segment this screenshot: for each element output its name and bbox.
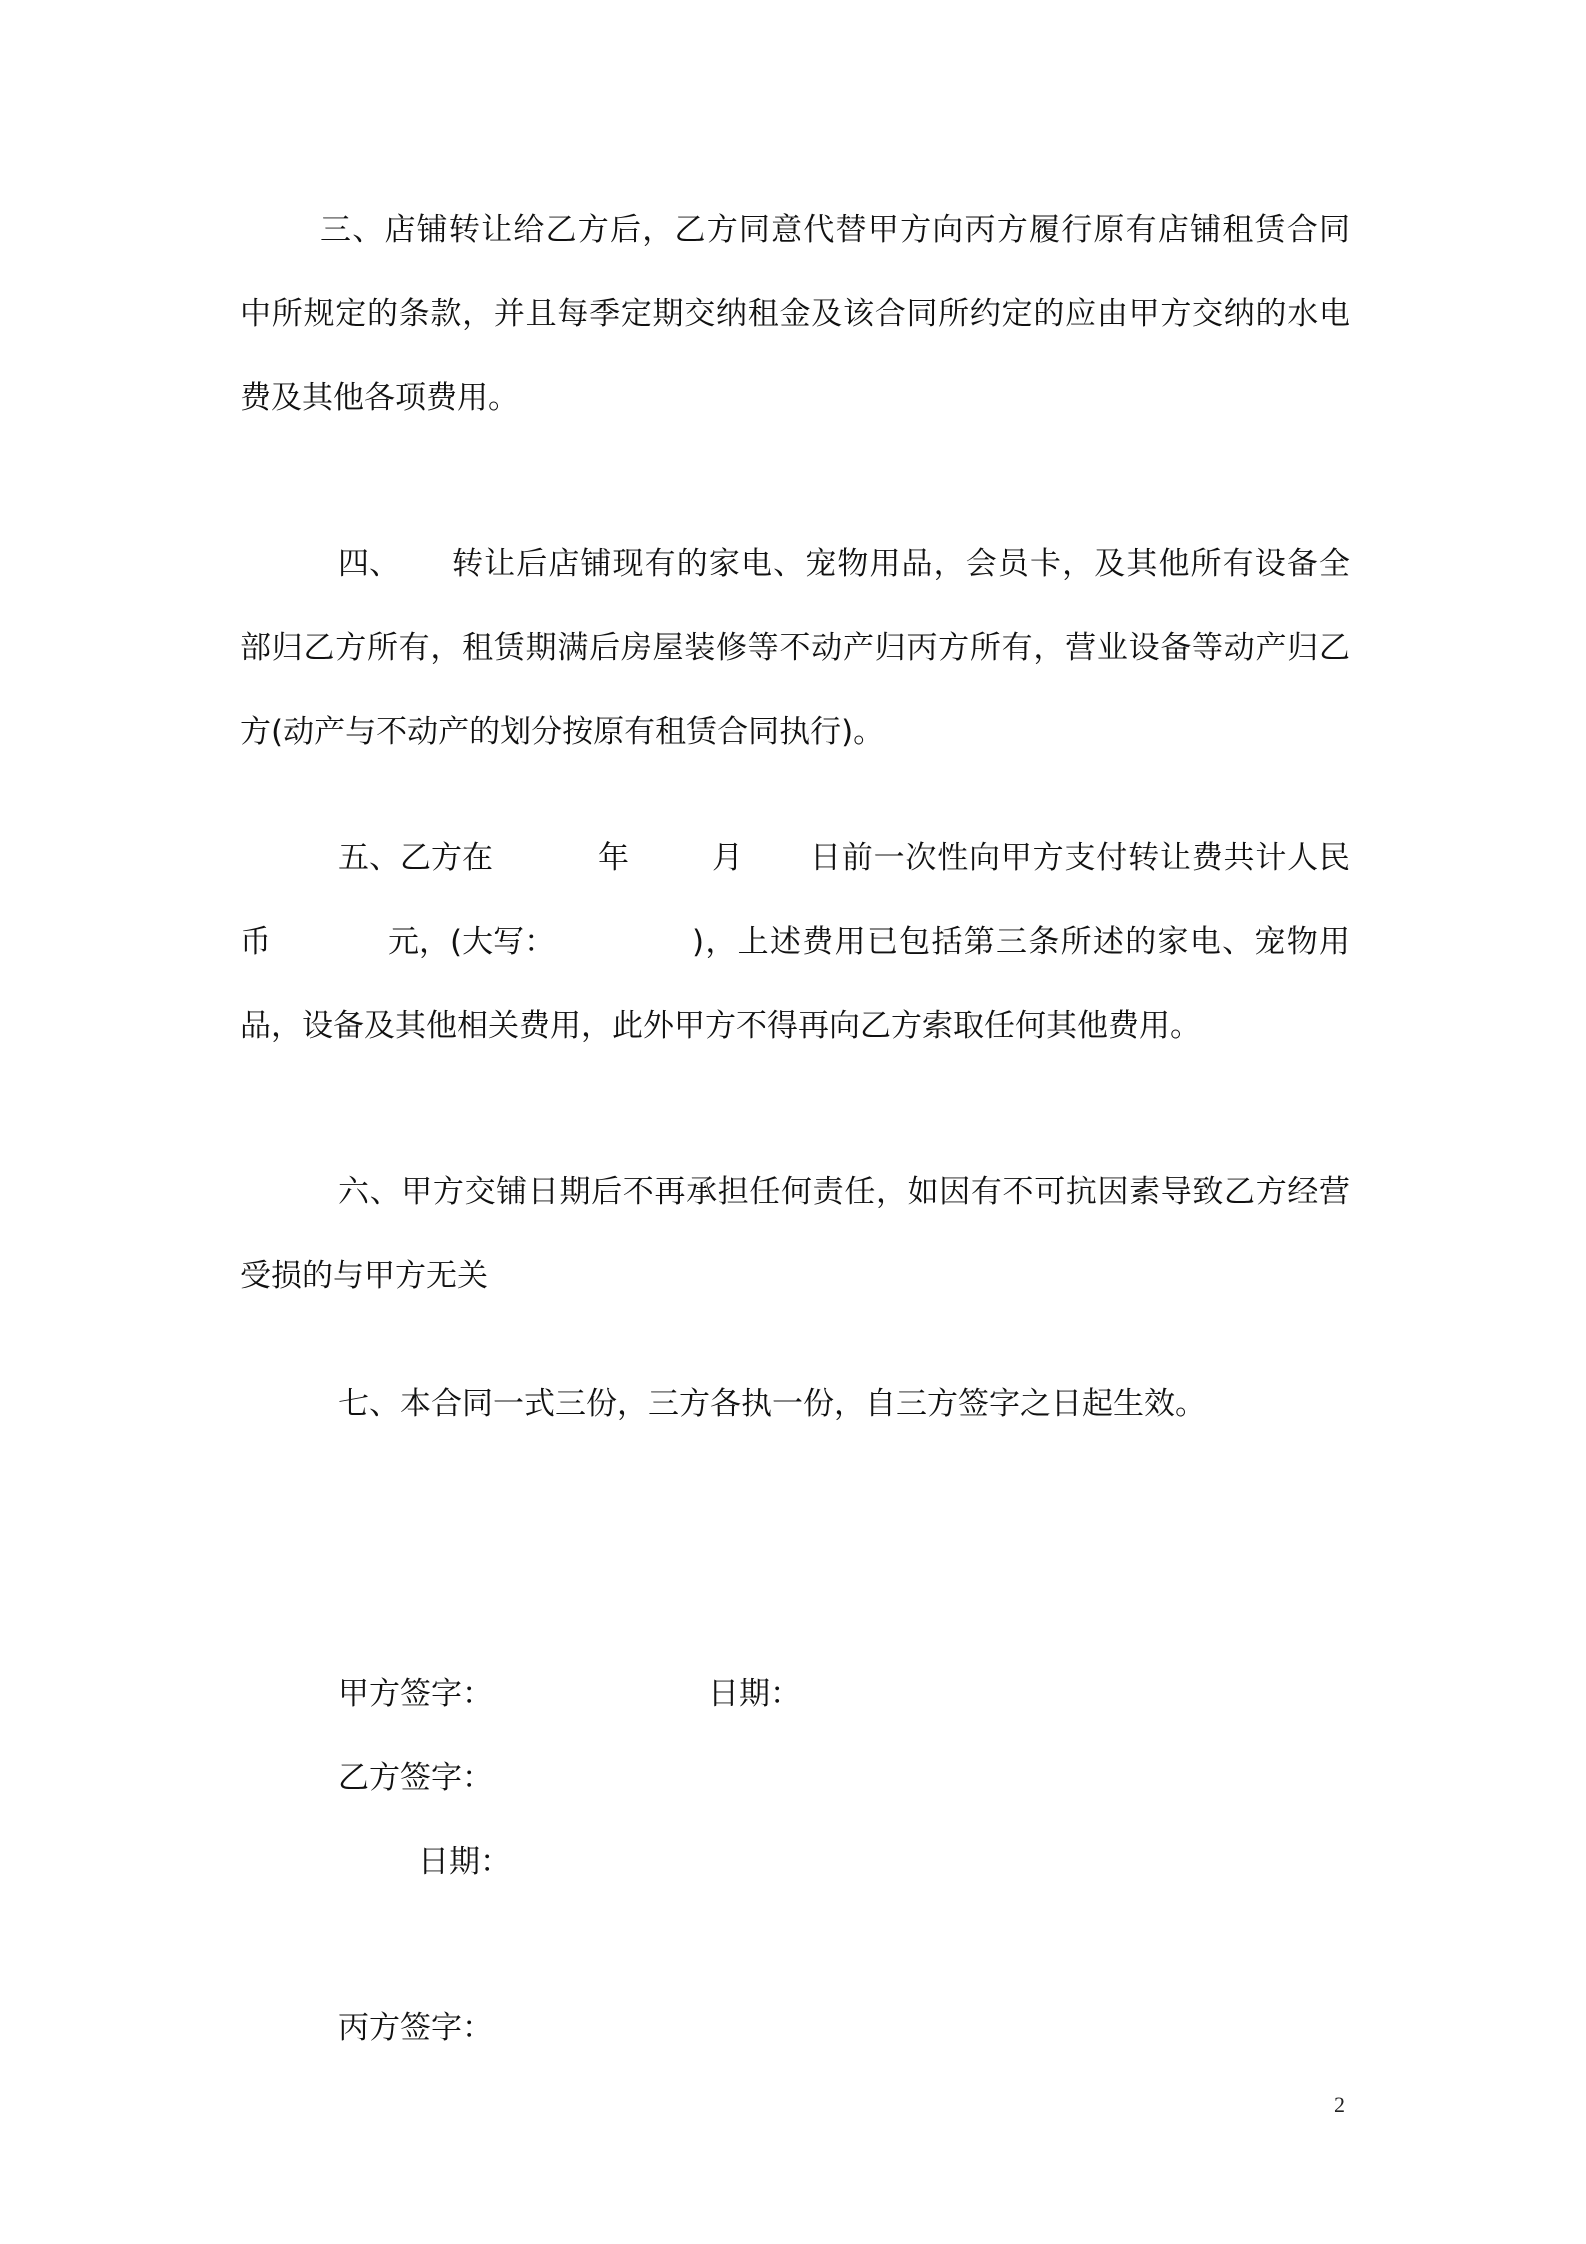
clause-5-amount-unit: 元，(大写： bbox=[388, 924, 556, 960]
clause-5-line-2-rest: )，上述费用已包括第三条所述的家电、宠物用 bbox=[692, 924, 1350, 960]
party-b-date-label: 日期： bbox=[418, 1844, 511, 1880]
clause-6-line-2: 受损的与甲方无关 bbox=[240, 1258, 488, 1294]
page-number: 2 bbox=[1334, 2092, 1345, 2117]
party-a-date-label: 日期： bbox=[708, 1676, 801, 1712]
clause-5-year-label: 年 bbox=[598, 840, 629, 876]
clause-6-line-1: 六、甲方交铺日期后不再承担任何责任，如因有不可抗因素导致乙方经营 bbox=[338, 1174, 1350, 1210]
clause-3-line-2: 中所规定的条款，并且每季定期交纳租金及该合同所约定的应由甲方交纳的水电 bbox=[240, 296, 1350, 332]
clause-4-number: 四、 bbox=[338, 546, 400, 582]
clause-5-currency: 币 bbox=[240, 924, 271, 960]
clause-3-line-3: 费及其他各项费用。 bbox=[240, 380, 519, 416]
clause-4-line-1: 转让后店铺现有的家电、宠物用品，会员卡，及其他所有设备全 bbox=[452, 546, 1350, 582]
clause-5-prefix: 五、乙方在 bbox=[338, 840, 493, 876]
clause-5-day-and-suffix: 日前一次性向甲方支付转让费共计人民 bbox=[810, 840, 1350, 876]
party-c-signature-label: 丙方签字： bbox=[338, 2010, 493, 2046]
clause-5-month-label: 月 bbox=[712, 840, 743, 876]
clause-5-line-3: 品，设备及其他相关费用，此外甲方不得再向乙方索取任何其他费用。 bbox=[240, 1008, 1201, 1044]
clause-7-line-1: 七、本合同一式三份，三方各执一份，自三方签字之日起生效。 bbox=[338, 1386, 1206, 1422]
party-a-signature-label: 甲方签字： bbox=[338, 1676, 493, 1712]
clause-4-line-3: 方(动产与不动产的划分按原有租赁合同执行)。 bbox=[240, 714, 885, 750]
clause-3-line-1: 三、店铺转让给乙方后，乙方同意代替甲方向丙方履行原有店铺租赁合同 bbox=[320, 212, 1350, 248]
clause-4-line-2: 部归乙方所有，租赁期满后房屋装修等不动产归丙方所有，营业设备等动产归乙 bbox=[240, 630, 1350, 666]
party-b-signature-label: 乙方签字： bbox=[338, 1760, 493, 1796]
